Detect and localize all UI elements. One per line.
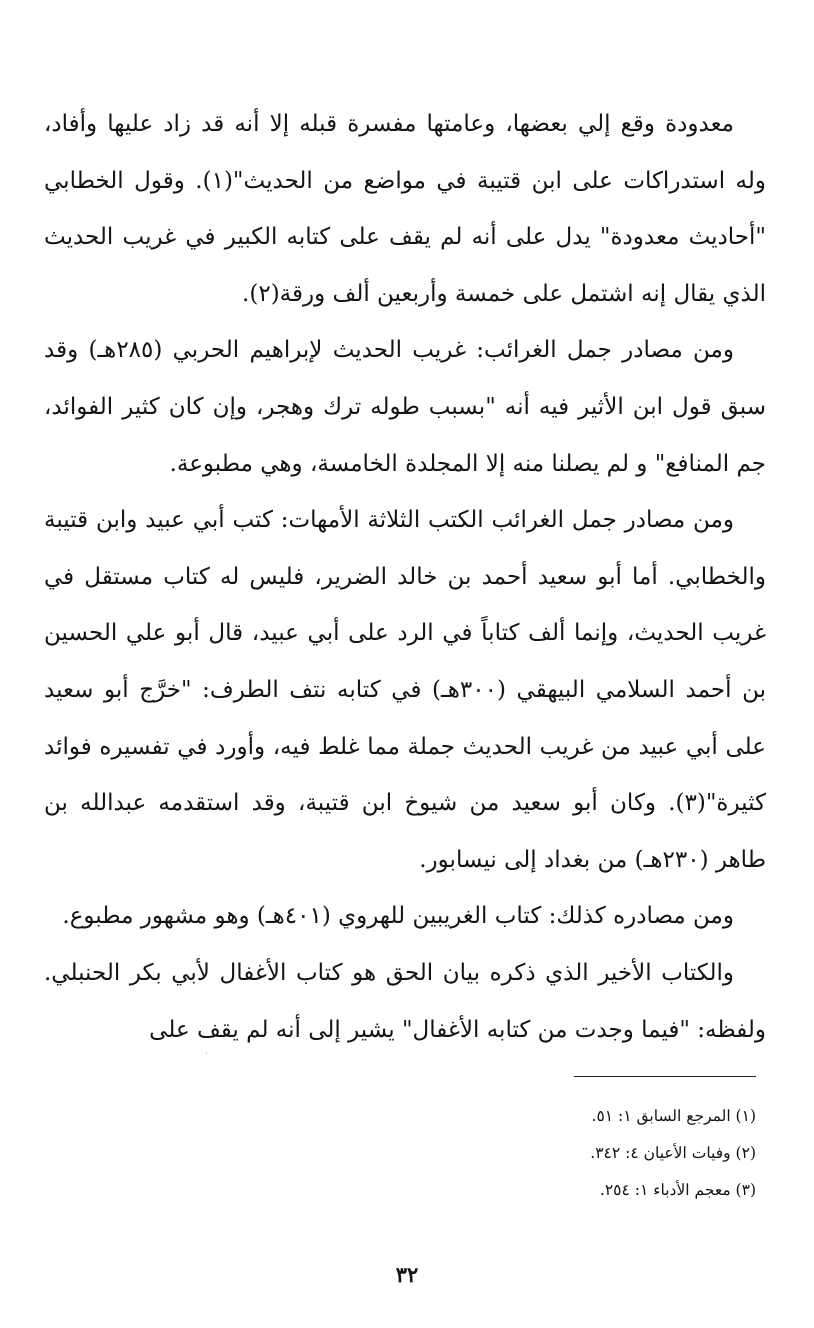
paragraph-1: معدودة وقع إلي بعضها، وعامتها مفسرة قبله إلا أنه قد زاد عليها وأفاد، وله استدراكات على ابن قتيبة في مواضع من الحديث"(١). وقول الخطابي "أحاديث معدودة" يدل على أنه لم يقف على كتابه الكبير في غريب الحديث الذي يقال إنه اشتمل على خمسة وأربعين ألف ورقة(٢).	[44, 111, 766, 307]
paragraph-3: ومن مصادر جمل الغرائب الكتب الثلاثة الأمهات: كتب أبي عبيد وابن قتيبة والخطابي. أما أبو سعيد أحمد بن خالد الضرير، فليس له كتاب مستقل في غريب الحديث، وإنما ألف كتاباً في الرد على أبي عبيد، قال أبو علي الحسين بن أحمد السلامي البيهقي (٣٠٠هـ) في كتابه نتف الطرف: "خرَّج أبو سعيد على أبي عبيد من غريب الحديث جملة مما غلط فيه، وأورد في تفسيره فوائد كثيرة"(٣). وكان أبو سعيد من شيوخ ابن قتيبة، وقد استقدمه عبدالله بن طاهر (٢٣٠هـ) من بغداد إلى نيسابور.	[44, 507, 767, 873]
footnotes	[300, 1098, 756, 1209]
footnote-separator	[574, 1076, 756, 1077]
paragraph-4: ومن مصادره كذلك: كتاب الغريبين للهروي (٤٠١هـ) وهو مشهور مطبوع.	[62, 903, 734, 930]
paragraph-5: والكتاب الأخير الذي ذكره بيان الحق هو كتاب الأغفال لأبي بكر الحنبلي. ولفظه: "فيما وجدت من كتابه الأغفال" يشير إلى أنه لم يقف على	[44, 959, 766, 1043]
footnote-1: (١) المرجع السابق ١: ٥١.	[591, 1107, 756, 1125]
scan-speck	[206, 1052, 207, 1054]
paragraph-2: ومن مصادر جمل الغرائب: غريب الحديث لإبراهيم الحربي (٢٨٥هـ) وقد سبق قول ابن الأثير فيه أنه "بسبب طوله ترك وهجر، وإن كان كثير الفوائد، جم المنافع" و لم يصلنا منه إلا المجلدة الخامسة، وهي مطبوعة.	[44, 337, 766, 477]
main-text	[44, 96, 766, 1058]
footnote-3: (٣) معجم الأدباء ١: ٢٥٤.	[599, 1181, 756, 1199]
page-number: ٣٢	[395, 1262, 419, 1287]
footnote-2: (٢) وفيات الأعيان ٤: ٣٤٢.	[590, 1144, 756, 1162]
